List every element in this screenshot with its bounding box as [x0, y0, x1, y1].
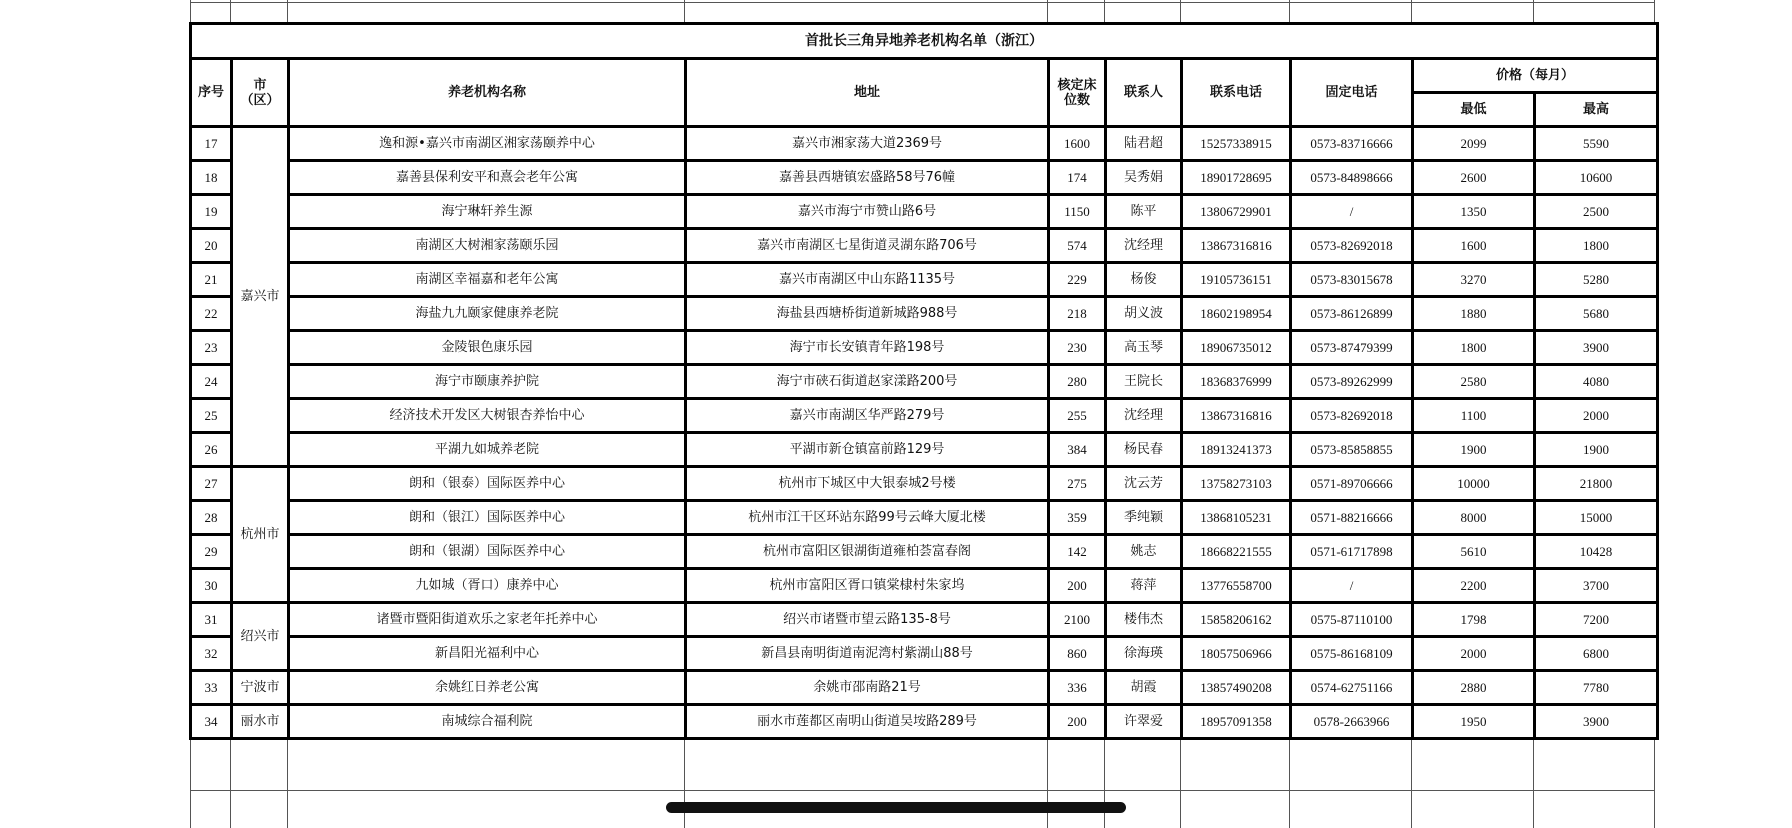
cell-city: 绍兴市 [232, 603, 289, 671]
cell-index: 27 [191, 467, 232, 501]
cell-price-max: 21800 [1535, 467, 1658, 501]
cell-price-min: 3270 [1413, 263, 1535, 297]
cell-price-min: 1350 [1413, 195, 1535, 229]
horizontal-scrollbar[interactable] [666, 802, 1126, 813]
cell-address: 嘉兴市海宁市赞山路6号 [686, 195, 1049, 229]
cell-price-max: 3700 [1535, 569, 1658, 603]
cell-name: 朗和（银湖）国际医养中心 [289, 535, 686, 569]
cell-beds: 275 [1049, 467, 1106, 501]
cell-phone: 18913241373 [1182, 433, 1291, 467]
cell-index: 18 [191, 161, 232, 195]
header-price-max: 最高 [1535, 93, 1658, 127]
table-row [191, 399, 1658, 433]
table-row [191, 705, 1658, 739]
header-name: 养老机构名称 [289, 59, 686, 127]
cell-index: 29 [191, 535, 232, 569]
cell-price-min: 2200 [1413, 569, 1535, 603]
cell-price-min: 2600 [1413, 161, 1535, 195]
cell-address: 丽水市莲都区南明山街道吴垵路289号 [686, 705, 1049, 739]
cell-price-min: 2099 [1413, 127, 1535, 161]
header-beds [1049, 59, 1106, 127]
table-row [191, 365, 1658, 399]
table-body [191, 127, 1658, 739]
cell-name: 诸暨市暨阳街道欢乐之家老年托养中心 [289, 603, 686, 637]
cell-landline: 0573-86126899 [1291, 297, 1413, 331]
cell-phone: 13867316816 [1182, 399, 1291, 433]
cell-price-max: 4080 [1535, 365, 1658, 399]
cell-contact: 胡霞 [1106, 671, 1182, 705]
cell-contact: 杨俊 [1106, 263, 1182, 297]
header-city [232, 59, 289, 127]
cell-landline: 0571-61717898 [1291, 535, 1413, 569]
cell-contact: 沈经理 [1106, 399, 1182, 433]
cell-address: 新昌县南明街道南泥湾村紫湖山88号 [686, 637, 1049, 671]
cell-price-max: 7200 [1535, 603, 1658, 637]
cell-name: 南湖区大树湘家荡颐乐园 [289, 229, 686, 263]
cell-phone: 19105736151 [1182, 263, 1291, 297]
cell-name: 平湖九如城养老院 [289, 433, 686, 467]
cell-price-max: 3900 [1535, 331, 1658, 365]
table-row [191, 671, 1658, 705]
cell-beds: 142 [1049, 535, 1106, 569]
cell-landline: 0573-83015678 [1291, 263, 1413, 297]
cell-beds: 200 [1049, 705, 1106, 739]
cell-index: 20 [191, 229, 232, 263]
cell-price-max: 5280 [1535, 263, 1658, 297]
cell-price-min: 1950 [1413, 705, 1535, 739]
cell-phone: 15257338915 [1182, 127, 1291, 161]
cell-index: 32 [191, 637, 232, 671]
cell-price-min: 1798 [1413, 603, 1535, 637]
table-title: 首批长三角异地养老机构名单（浙江） [191, 24, 1658, 59]
cell-price-max: 10600 [1535, 161, 1658, 195]
cell-contact: 高玉琴 [1106, 331, 1182, 365]
cell-city: 丽水市 [232, 705, 289, 739]
cell-price-max: 5590 [1535, 127, 1658, 161]
cell-name: 逸和源•嘉兴市南湖区湘家荡颐养中心 [289, 127, 686, 161]
cell-landline: 0578-2663966 [1291, 705, 1413, 739]
cell-price-min: 2880 [1413, 671, 1535, 705]
table-row [191, 229, 1658, 263]
cell-address: 嘉善县西塘镇宏盛路58号76幢 [686, 161, 1049, 195]
cell-price-min: 8000 [1413, 501, 1535, 535]
cell-landline: 0573-83716666 [1291, 127, 1413, 161]
cell-price-max: 2500 [1535, 195, 1658, 229]
cell-price-max: 1900 [1535, 433, 1658, 467]
grid-line [190, 790, 1654, 791]
cell-landline: 0573-85858855 [1291, 433, 1413, 467]
cell-beds: 384 [1049, 433, 1106, 467]
cell-index: 28 [191, 501, 232, 535]
table-row [191, 331, 1658, 365]
cell-address: 海盐县西塘桥街道新城路988号 [686, 297, 1049, 331]
cell-landline: 0573-82692018 [1291, 229, 1413, 263]
cell-address: 杭州市富阳区胥口镇棠棣村朱家坞 [686, 569, 1049, 603]
cell-address: 海宁市硖石街道赵家漾路200号 [686, 365, 1049, 399]
cell-price-max: 7780 [1535, 671, 1658, 705]
cell-index: 21 [191, 263, 232, 297]
cell-landline: 0573-84898666 [1291, 161, 1413, 195]
cell-beds: 1600 [1049, 127, 1106, 161]
cell-address: 嘉兴市南湖区华严路279号 [686, 399, 1049, 433]
cell-address: 平湖市新仓镇富前路129号 [686, 433, 1049, 467]
cell-price-max: 3900 [1535, 705, 1658, 739]
table-row [191, 501, 1658, 535]
table-row [191, 195, 1658, 229]
cell-city: 嘉兴市 [232, 127, 289, 467]
cell-address: 嘉兴市南湖区中山东路1135号 [686, 263, 1049, 297]
cell-name: 余姚红日养老公寓 [289, 671, 686, 705]
cell-landline: 0573-89262999 [1291, 365, 1413, 399]
cell-price-min: 1880 [1413, 297, 1535, 331]
cell-price-min: 5610 [1413, 535, 1535, 569]
cell-price-min: 10000 [1413, 467, 1535, 501]
table-row [191, 127, 1658, 161]
cell-price-max: 10428 [1535, 535, 1658, 569]
header-price-min: 最低 [1413, 93, 1535, 127]
cell-index: 34 [191, 705, 232, 739]
cell-name: 海宁市颐康养护院 [289, 365, 686, 399]
cell-contact: 王院长 [1106, 365, 1182, 399]
cell-landline: / [1291, 569, 1413, 603]
cell-address: 杭州市江干区环站东路99号云峰大厦北楼 [686, 501, 1049, 535]
cell-beds: 336 [1049, 671, 1106, 705]
cell-landline: 0573-82692018 [1291, 399, 1413, 433]
cell-price-min: 1900 [1413, 433, 1535, 467]
cell-phone: 18906735012 [1182, 331, 1291, 365]
cell-landline: / [1291, 195, 1413, 229]
cell-beds: 1150 [1049, 195, 1106, 229]
cell-contact: 楼伟杰 [1106, 603, 1182, 637]
cell-price-max: 1800 [1535, 229, 1658, 263]
cell-name: 南城综合福利院 [289, 705, 686, 739]
cell-index: 33 [191, 671, 232, 705]
header-phone: 联系电话 [1182, 59, 1291, 127]
cell-address: 杭州市下城区中大银泰城2号楼 [686, 467, 1049, 501]
table-row [191, 433, 1658, 467]
cell-phone: 13867316816 [1182, 229, 1291, 263]
cell-contact: 沈经理 [1106, 229, 1182, 263]
cell-phone: 13776558700 [1182, 569, 1291, 603]
header-address: 地址 [686, 59, 1049, 127]
cell-name: 海宁琳轩养生源 [289, 195, 686, 229]
cell-contact: 姚志 [1106, 535, 1182, 569]
cell-contact: 许翠爱 [1106, 705, 1182, 739]
cell-phone: 13868105231 [1182, 501, 1291, 535]
cell-index: 30 [191, 569, 232, 603]
elderly-care-institutions-table [189, 22, 1659, 740]
header-beds-line2: 位数 [1063, 92, 1090, 108]
cell-price-min: 1800 [1413, 331, 1535, 365]
cell-name: 金陵银色康乐园 [289, 331, 686, 365]
cell-city: 宁波市 [232, 671, 289, 705]
cell-name: 朗和（银江）国际医养中心 [289, 501, 686, 535]
header-landline: 固定电话 [1291, 59, 1413, 127]
cell-price-min: 1100 [1413, 399, 1535, 433]
cell-contact: 陈平 [1106, 195, 1182, 229]
cell-price-min: 1600 [1413, 229, 1535, 263]
cell-index: 25 [191, 399, 232, 433]
cell-price-min: 2580 [1413, 365, 1535, 399]
header-price: 价格（每月） [1413, 59, 1658, 93]
table-row [191, 535, 1658, 569]
cell-phone: 13806729901 [1182, 195, 1291, 229]
cell-phone: 13758273103 [1182, 467, 1291, 501]
cell-index: 17 [191, 127, 232, 161]
cell-price-min: 2000 [1413, 637, 1535, 671]
cell-contact: 胡义波 [1106, 297, 1182, 331]
cell-beds: 574 [1049, 229, 1106, 263]
cell-contact: 吴秀娟 [1106, 161, 1182, 195]
cell-city: 杭州市 [232, 467, 289, 603]
cell-name: 新昌阳光福利中心 [289, 637, 686, 671]
cell-index: 23 [191, 331, 232, 365]
cell-phone: 18668221555 [1182, 535, 1291, 569]
cell-contact: 季纯颖 [1106, 501, 1182, 535]
cell-landline: 0575-86168109 [1291, 637, 1413, 671]
table-row [191, 637, 1658, 671]
cell-beds: 230 [1049, 331, 1106, 365]
cell-price-max: 6800 [1535, 637, 1658, 671]
header-contact: 联系人 [1106, 59, 1182, 127]
table-row [191, 569, 1658, 603]
cell-contact: 徐海瑛 [1106, 637, 1182, 671]
header-beds-line1: 核定床 [1057, 77, 1097, 93]
cell-price-max: 5680 [1535, 297, 1658, 331]
cell-address: 余姚市邵南路21号 [686, 671, 1049, 705]
header-index: 序号 [191, 59, 232, 127]
table-row [191, 603, 1658, 637]
table-row [191, 467, 1658, 501]
grid-line [190, 2, 1654, 3]
cell-beds: 359 [1049, 501, 1106, 535]
cell-contact: 杨民春 [1106, 433, 1182, 467]
cell-price-max: 15000 [1535, 501, 1658, 535]
cell-contact: 蒋萍 [1106, 569, 1182, 603]
cell-beds: 174 [1049, 161, 1106, 195]
cell-landline: 0571-89706666 [1291, 467, 1413, 501]
cell-phone: 18602198954 [1182, 297, 1291, 331]
cell-address: 嘉兴市湘家荡大道2369号 [686, 127, 1049, 161]
cell-phone: 18057506966 [1182, 637, 1291, 671]
cell-beds: 200 [1049, 569, 1106, 603]
cell-contact: 陆君超 [1106, 127, 1182, 161]
cell-beds: 280 [1049, 365, 1106, 399]
header-city-line1: 市 [253, 77, 267, 93]
cell-index: 19 [191, 195, 232, 229]
cell-phone: 18368376999 [1182, 365, 1291, 399]
cell-landline: 0573-87479399 [1291, 331, 1413, 365]
cell-name: 南湖区幸福嘉和老年公寓 [289, 263, 686, 297]
cell-beds: 2100 [1049, 603, 1106, 637]
cell-index: 26 [191, 433, 232, 467]
cell-name: 朗和（银泰）国际医养中心 [289, 467, 686, 501]
cell-name: 九如城（胥口）康养中心 [289, 569, 686, 603]
cell-landline: 0571-88216666 [1291, 501, 1413, 535]
cell-name: 经济技术开发区大树银杏养怡中心 [289, 399, 686, 433]
header-city-line2: （区） [240, 92, 280, 108]
cell-landline: 0575-87110100 [1291, 603, 1413, 637]
cell-name: 海盐九九颐家健康养老院 [289, 297, 686, 331]
cell-phone: 18901728695 [1182, 161, 1291, 195]
cell-beds: 229 [1049, 263, 1106, 297]
cell-contact: 沈云芳 [1106, 467, 1182, 501]
cell-price-max: 2000 [1535, 399, 1658, 433]
cell-address: 嘉兴市南湖区七星街道灵湖东路706号 [686, 229, 1049, 263]
table-row [191, 297, 1658, 331]
cell-index: 24 [191, 365, 232, 399]
cell-beds: 218 [1049, 297, 1106, 331]
cell-address: 绍兴市诸暨市望云路135-8号 [686, 603, 1049, 637]
cell-name: 嘉善县保利安平和熹会老年公寓 [289, 161, 686, 195]
cell-address: 杭州市富阳区银湖街道雍柏荟富春阁 [686, 535, 1049, 569]
cell-phone: 13857490208 [1182, 671, 1291, 705]
cell-phone: 18957091358 [1182, 705, 1291, 739]
cell-address: 海宁市长安镇青年路198号 [686, 331, 1049, 365]
table-row [191, 263, 1658, 297]
cell-index: 31 [191, 603, 232, 637]
cell-index: 22 [191, 297, 232, 331]
cell-phone: 15858206162 [1182, 603, 1291, 637]
cell-beds: 860 [1049, 637, 1106, 671]
cell-beds: 255 [1049, 399, 1106, 433]
cell-landline: 0574-62751166 [1291, 671, 1413, 705]
table-row [191, 161, 1658, 195]
